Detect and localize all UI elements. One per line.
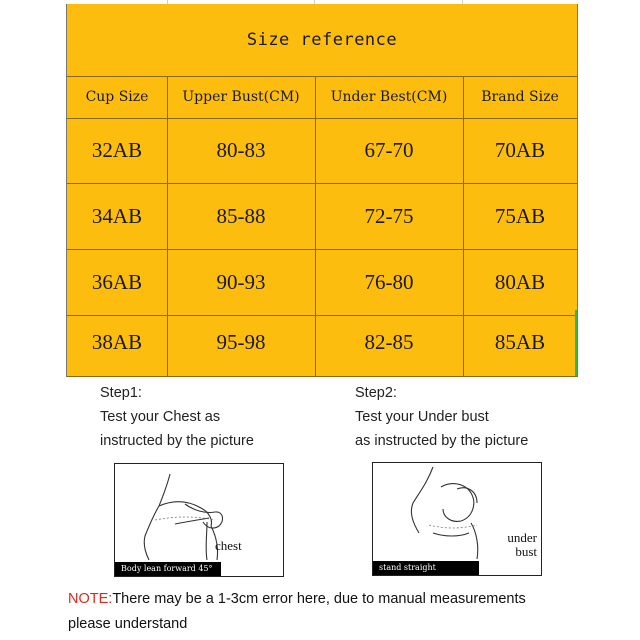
- edge-accent-line: [575, 310, 577, 376]
- step2-instructions: [355, 381, 528, 453]
- chest-label: chest: [215, 538, 242, 553]
- step2-line1: Test your Under bust: [355, 409, 489, 425]
- column-divider: [463, 76, 464, 376]
- step1-line2: instructed by the picture: [100, 433, 254, 449]
- note-prefix: NOTE:: [68, 591, 113, 607]
- underbust-label-2: bust: [515, 544, 537, 559]
- cell-brand-size: 75AB: [494, 204, 546, 228]
- step1-instructions: [100, 381, 254, 453]
- cell-brand-size: 80AB: [494, 270, 546, 294]
- table-row: [67, 310, 577, 377]
- column-divider: [315, 76, 316, 376]
- note-line2: please understand: [68, 616, 188, 632]
- step2-caption: stand straight: [373, 561, 479, 575]
- header-upper-bust: Upper Bust(CM): [182, 89, 300, 105]
- step2-illustration: [372, 462, 542, 576]
- cell-brand-size: 85AB: [494, 330, 546, 354]
- cell-under-bust: 82-85: [364, 330, 414, 354]
- cell-brand-size: 70AB: [494, 138, 546, 162]
- step1-line1: Test your Chest as: [100, 409, 221, 425]
- cell-cup-size: 34AB: [91, 204, 143, 228]
- size-reference-table: [66, 4, 578, 377]
- step1-caption: Body lean forward 45°: [115, 562, 221, 576]
- header-brand-size: Brand Size: [481, 89, 559, 105]
- header-under-bust: Under Best(CM): [330, 89, 448, 105]
- step2-line2: as instructed by the picture: [355, 433, 529, 449]
- table-row: [67, 118, 577, 184]
- measurement-note: [68, 587, 526, 637]
- step1-heading: Step1:: [100, 385, 142, 401]
- note-line1: There may be a 1-3cm error here, due to manual measurements: [112, 591, 526, 607]
- cell-under-bust: 72-75: [364, 204, 414, 228]
- table-title: Size reference: [67, 4, 577, 77]
- table-row: [67, 250, 577, 316]
- cell-upper-bust: 95-98: [216, 330, 266, 354]
- step1-illustration: [114, 463, 284, 577]
- cell-cup-size: 32AB: [91, 138, 143, 162]
- chest-measure-figure-icon: [115, 464, 283, 564]
- cell-cup-size: 38AB: [91, 330, 143, 354]
- cell-under-bust: 76-80: [364, 270, 414, 294]
- cell-cup-size: 36AB: [91, 270, 143, 294]
- cell-upper-bust: 85-88: [216, 204, 266, 228]
- step2-heading: Step2:: [355, 385, 397, 401]
- underbust-label-1: under: [507, 530, 537, 545]
- cell-upper-bust: 90-93: [216, 270, 266, 294]
- column-divider: [167, 76, 168, 376]
- table-header-row: [67, 76, 577, 119]
- header-cup-size: Cup Size: [85, 89, 149, 105]
- cell-under-bust: 67-70: [364, 138, 414, 162]
- cell-upper-bust: 80-83: [216, 138, 266, 162]
- table-row: [67, 184, 577, 250]
